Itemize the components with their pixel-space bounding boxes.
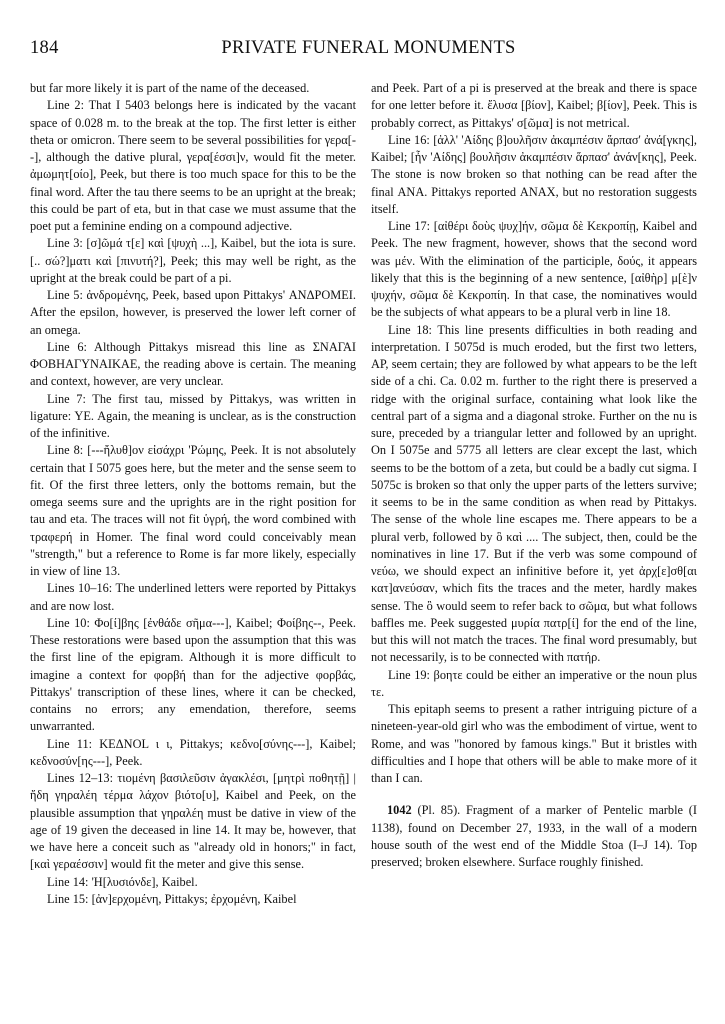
paragraph-line-15: Line 15: [ἀν]ερχομένη, Pittakys; ἐρχομένη, Kaibel	[47, 891, 297, 906]
right-column	[371, 80, 697, 871]
paragraph-lines-12-13: Lines 12–13: τιομένη βασιλεῦσιν ἀγακλέσι, [μητρὶ ποθητῇ] | ἤδη γηραλέη τέρμα λάχον βιότο[υ], Kaibel and Peek, on the plausible assumption that γηραλέη must be dative in view of the age of 19 given the deceased in line 14. It may be, however, that we have here a conceit such as "already old in honors;" in fact, [καὶ γεραέσσιν] would fit the meter and give this sense.	[30, 771, 356, 872]
paragraph-line-16: Line 16: [ἀλλ' 'Αίδης β]ουλῆσιν ἀκαμπέσιν ἅρπασ' ἀνά[γκης], Kaibel; [ἦν 'Αίδης] βουλῆσιν ἀκαμπέσιν ἅρπασ' ἀνάν[κης], Peek. The stone is now broken so that nothing can be read after the final ΑΝΑ. Pittakys reported ΑΝΑΧ, but no restoration suggests itself.	[371, 132, 697, 216]
paragraph-line-18: Line 18: This line presents difficulties in both reading and interpretation. I 5075d is much eroded, but the first two letters, AP, seem certain; they are followed by what appears to be the left side of a chi. Ca. 0.02 m. further to the right there is preserved a ridge with the original surface, containing what look like the central part of a sigma and a diagonal stroke. Further on the nu is sure, preceded by a triangular letter and followed by an upright. On I 5075e and 5775 all letters are clear except the last, which seems to be the bottom of a zeta, but could be a badly cut sigma. I 5075c is broken so that only the upper parts of the letters survive; it seems to be in the same condition as when read by Pittakys. The sense of the whole line escapes me. There appears to be a plural verb, followed by ὃ καὶ .... The subject, then, could be the nominatives in line 17. But if the verb was some compound of νεύω, we should expect an infinitive before it, yet ἀρχ[ε]σθ[αι κατ]ανεύσαν, which fits the traces and the meter, hardly makes sense. The ὃ would seem to refer back to σῶμα, but what follows baffles me. Peek suggested μυρία πατρ[ί] for the end of the line, but this will not match the traces. The final word presumably, but not necessarily, is to be connected with πατήρ.	[371, 322, 697, 665]
paragraph-line-11: Line 11: ΚΕΔΝΟL ι ι, Pittakys; κεδνο[σύνης---], Kaibel; κεδνοσύν[ης---], Peek.	[30, 736, 356, 768]
paragraph-line-8: Line 8: [---ἤλυθ]ον εἰσάχρι 'Ρώμης, Peek. It is not absolutely certain that I 5075 goes here, but the meter and the sense seem to fit. Of the first three letters, only the bottoms remain, but the omega seems sure and the uprights are in the right position for tau and eta. The traces will not fit ὑγρή, the word combined with τραφερή in Homer. The final word could conceivably mean "strength," but a reference to Rome is far more likely, especially in view of line 13.	[30, 443, 356, 578]
paragraph-continued: and Peek. Part of a pi is preserved at the break and there is space for one letter before it. ἔλυσα [βίον], Kaibel; β[ίον], Peek. This is probably correct, as Pittakys' σ[ῶμα] is not metrical.	[371, 81, 697, 130]
entry-number: 1042	[387, 803, 412, 818]
left-column	[30, 80, 356, 908]
paragraph-line-17: Line 17: [αἰθέρι δοὺς ψυχ]ήν, σῶμα δὲ Κεκροπίῃ, Kaibel and Peek. The new fragment, however, shows that the second word was μέν. With the elimination of the participle, δούς, it appears likely that this is the beginning of a new sentence, [αἰθὴρ] μ[ὲ]ν ψυχήν, σῶμα δὲ Κεκροπίη. In that case, the nominatives would be the subjects of what appears to be a plural verb in line 18.	[371, 219, 697, 320]
catalog-entry	[371, 802, 697, 871]
paragraph-line-5: Line 5: ἀνδρομένης, Peek, based upon Pittakys' ΑΝΔΡΟΜΕΙ. After the epsilon, however, is preserved the lower left corner of an omega.	[30, 288, 356, 337]
running-title: PRIVATE FUNERAL MONUMENTS	[221, 38, 516, 58]
running-header	[30, 38, 697, 64]
entry-description: (Pl. 85). Fragment of a marker of Pentelic marble (I 1138), found on December 27, 1933, in the wall of a modern house south of the west end of the Middle Stoa (I–J 14). Top preserved; broken elsewhere. Surface roughly finished.	[371, 803, 697, 869]
paragraph-line-7: Line 7: The first tau, missed by Pittakys, was written in ligature: ΥΕ. Again, the meaning is unclear, as is the construction of the infinitive.	[30, 391, 356, 440]
paragraph-line-3: Line 3: [σ]ῶμά τ[ε] καὶ [ψυχὴ ...], Kaibel, but the iota is sure. [.. σώ?]ματι καὶ [πινυτή?], Peek; this may well be right, as the upright at the break could be part of a pi.	[30, 236, 356, 285]
page-number: 184	[30, 38, 59, 58]
paragraph-line-10: Line 10: Φο[ί]βης [ἐνθάδε σῆμα---], Kaibel; Φοίβης--, Peek. These restorations were based upon the assumption that this was the first line of the epigram. Although it is more difficult to imagine a context for φορβή than for the adjective φορβάς, Pittakys' transcription of these lines, where it can be checked, contains no errors; any emendation, therefore, seems unwarranted.	[30, 615, 356, 734]
paragraph: but far more likely it is part of the name of the deceased.	[30, 81, 310, 95]
paragraph-line-19: Line 19: βοητε could be either an imperative or the noun plus τε.	[371, 667, 697, 699]
paragraph-lines-10-16: Lines 10–16: The underlined letters were reported by Pittakys and are now lost.	[30, 581, 356, 613]
paragraph-commentary: This epitaph seems to present a rather intriguing picture of a nineteen-year-old girl who was the embodiment of virtue, went to Rome, and was "honored by famous kings." But it bristles with difficulties and I hope that others will be able to make more of it than I can.	[371, 702, 697, 785]
paragraph-line-6: Line 6: Although Pittakys misread this line as ΣΝΑΓΑΙ ΦΟΒΗΑΓΥΝΑΙΚΑΕ, the reading above is certain. The meaning and context, however, are very unclear.	[30, 339, 356, 389]
paragraph-line-14: Line 14: 'Η[λυσιόνδε], Kaibel.	[47, 874, 198, 889]
paragraph-line-2: Line 2: That I 5403 belongs here is indicated by the vacant space of 0.028 m. to the break at the top. The first letter is either theta or omicron. There seem to be several possibilities for γερα[--], although the dative plural, γερα[έσσι]ν, would fit the meter. ἀμωμητ[οίο], Peek, but there is too much space for this to be the final word. After the tau there seems to be an upright at the break; this could be part of eta, but in that case we must assume that the poet put a feminine ending on a compound adjective.	[30, 98, 356, 233]
